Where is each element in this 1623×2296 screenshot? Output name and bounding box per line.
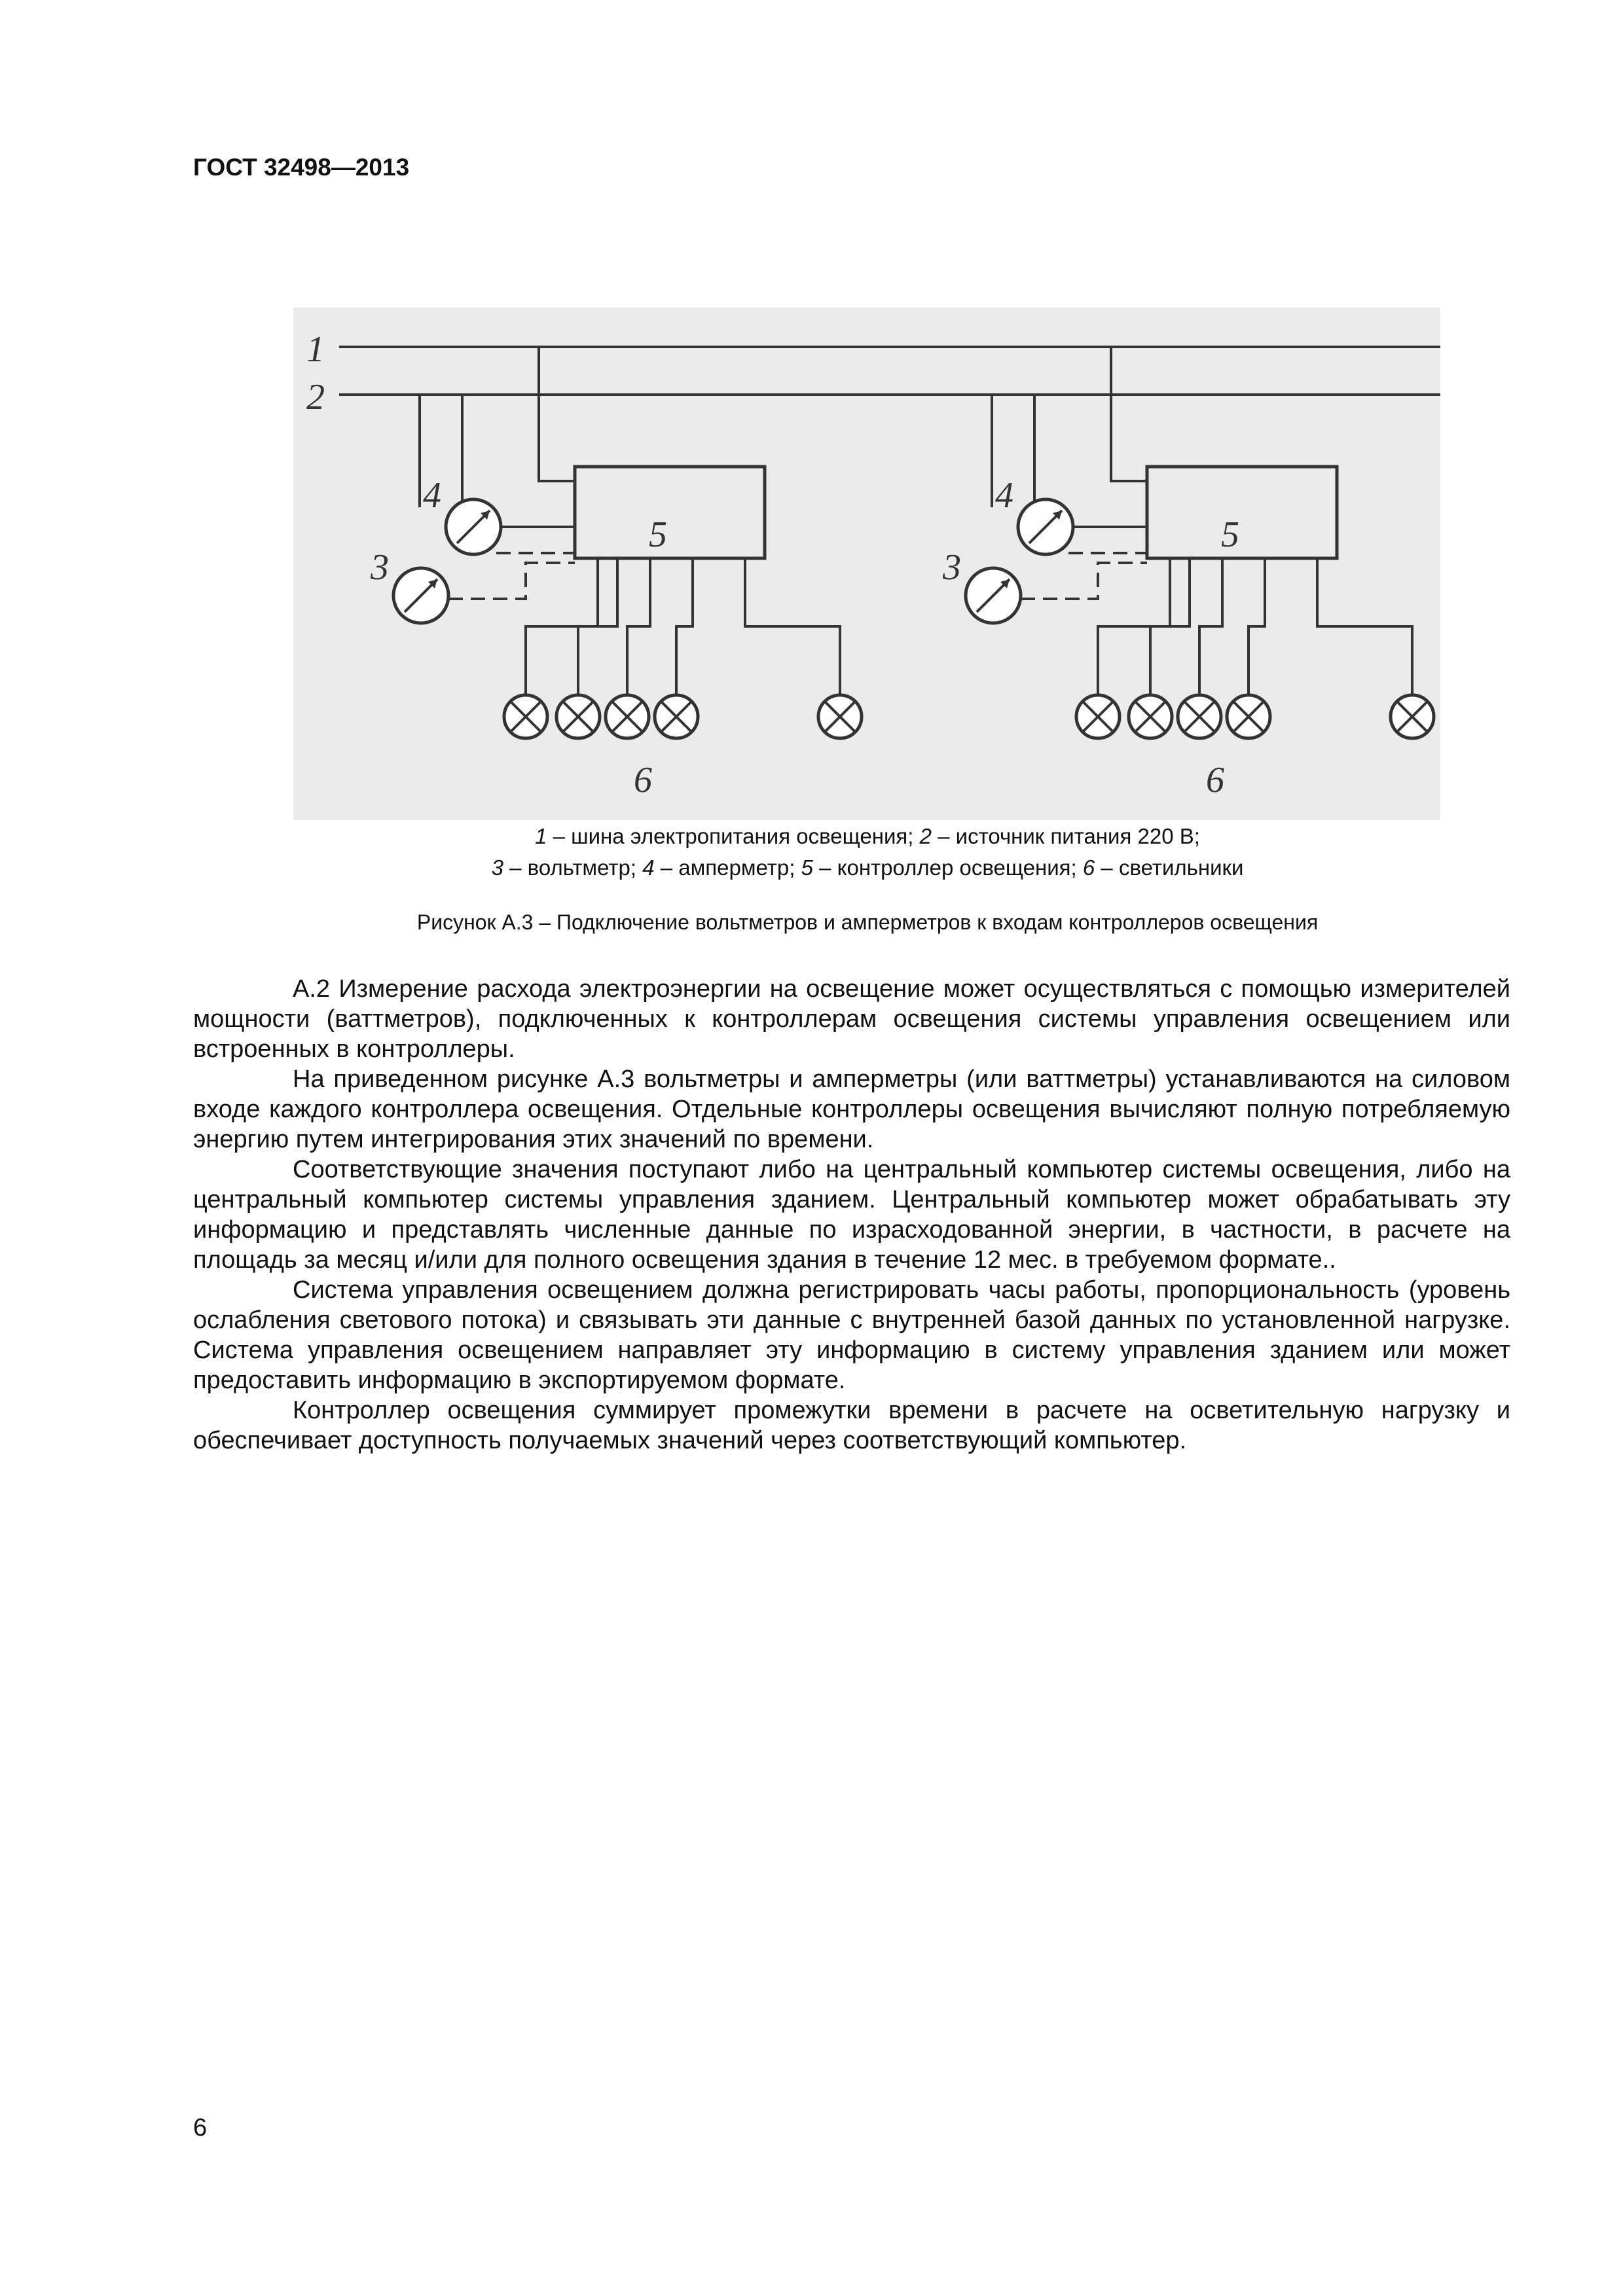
legend-text: – светильники	[1095, 855, 1244, 880]
controller-unit-right	[942, 347, 1434, 800]
ammeter-label: 4	[423, 475, 441, 516]
legend-text: – источник питания 220 В;	[931, 824, 1200, 848]
legend-num: 4	[642, 855, 655, 880]
voltmeter-label: 3	[943, 547, 961, 588]
page-number: 6	[193, 2114, 208, 2142]
label-1: 1	[306, 329, 325, 370]
controller-box	[1147, 467, 1337, 558]
legend-num: 3	[491, 855, 503, 880]
legend-text: – контроллер освещения;	[812, 855, 1083, 880]
lamp-wire	[578, 558, 598, 695]
legend-text: – амперметр;	[654, 855, 801, 880]
paragraph: На приведенном рисунке А.3 вольтметры и амперметры (или ваттметры) устанавливаются на силовом входе каждого контроллера освещения. Отдельные контроллеры освещения вычисляют полную потребляемую энергию путем интегрирования этих значений по времени.	[193, 1066, 1510, 1153]
figure-legend-line-1	[295, 821, 1440, 852]
figure-caption: Рисунок А.3 – Подключение вольтметров и амперметров к входам контроллеров освещения	[416, 910, 1319, 934]
ammeter-label: 4	[995, 475, 1013, 516]
label-2: 2	[306, 377, 325, 418]
wiring-diagram	[293, 308, 1440, 820]
body-text	[193, 974, 1510, 1456]
legend-num: 2	[919, 824, 932, 848]
luminaires-label: 6	[1206, 760, 1224, 800]
bus-feed-wire	[1111, 347, 1147, 481]
controller-label: 5	[1221, 514, 1239, 555]
lamp-wire	[1249, 558, 1265, 695]
diagram-svg	[293, 308, 1440, 820]
controller-box	[575, 467, 765, 558]
lamp-wire	[1098, 558, 1190, 695]
lamp-wire	[745, 558, 840, 695]
legend-text: – вольтметр;	[503, 855, 643, 880]
signal-wire-voltmeter	[448, 563, 575, 599]
document-header: ГОСТ 32498—2013	[193, 154, 410, 181]
bus-feed-wire	[539, 347, 575, 481]
lamp-wire	[627, 558, 650, 695]
lamp-wire	[1150, 558, 1170, 695]
legend-num: 6	[1082, 855, 1095, 880]
voltmeter-label: 3	[371, 547, 389, 588]
signal-wire-voltmeter	[1021, 563, 1147, 599]
paragraph: Система управления освещением должна регистрировать часы работы, пропорциональность (уровень ослабления светового потока) и связывать эти данные с внутренней базой данных по установленной нагрузке. Система управления освещением направляет эту информацию в систему управления зданием или может предоставить информацию в экспортируемом формате.	[193, 1276, 1510, 1394]
paragraph: Контроллер освещения суммирует промежутки времени в расчете на осветительную нагрузку и обеспечивает доступность получаемых значений через соответствующий компьютер.	[193, 1397, 1510, 1454]
paragraph: Соответствующие значения поступают либо на центральный компьютер системы освещения, либо на центральный компьютер системы управления зданием. Центральный компьютер может обрабатывать эту информацию и представлять численные данные по израсходованной энергии, в частности, в расчете на площадь за месяц и/или для полного освещения здания в течение 12 мес. в требуемом формате..	[193, 1156, 1510, 1274]
controller-unit-left	[370, 347, 862, 800]
legend-text: – шина электропитания освещения;	[547, 824, 920, 848]
paragraph: А.2 Измерение расхода электроэнергии на освещение может осуществляться с помощью измерителей мощности (ваттметров), подключенных к контроллерам освещения системы управления освещением или встроенных в контроллеры.	[193, 975, 1510, 1063]
controller-label: 5	[649, 514, 667, 555]
luminaires-label: 6	[634, 760, 652, 800]
legend-num: 5	[801, 855, 813, 880]
figure-legend-line-2	[295, 852, 1440, 884]
lamp-wire	[1317, 558, 1412, 695]
lamp-wire	[526, 558, 617, 695]
legend-num: 1	[535, 824, 547, 848]
lamp-wire	[676, 558, 693, 695]
lamp-wire	[1199, 558, 1222, 695]
